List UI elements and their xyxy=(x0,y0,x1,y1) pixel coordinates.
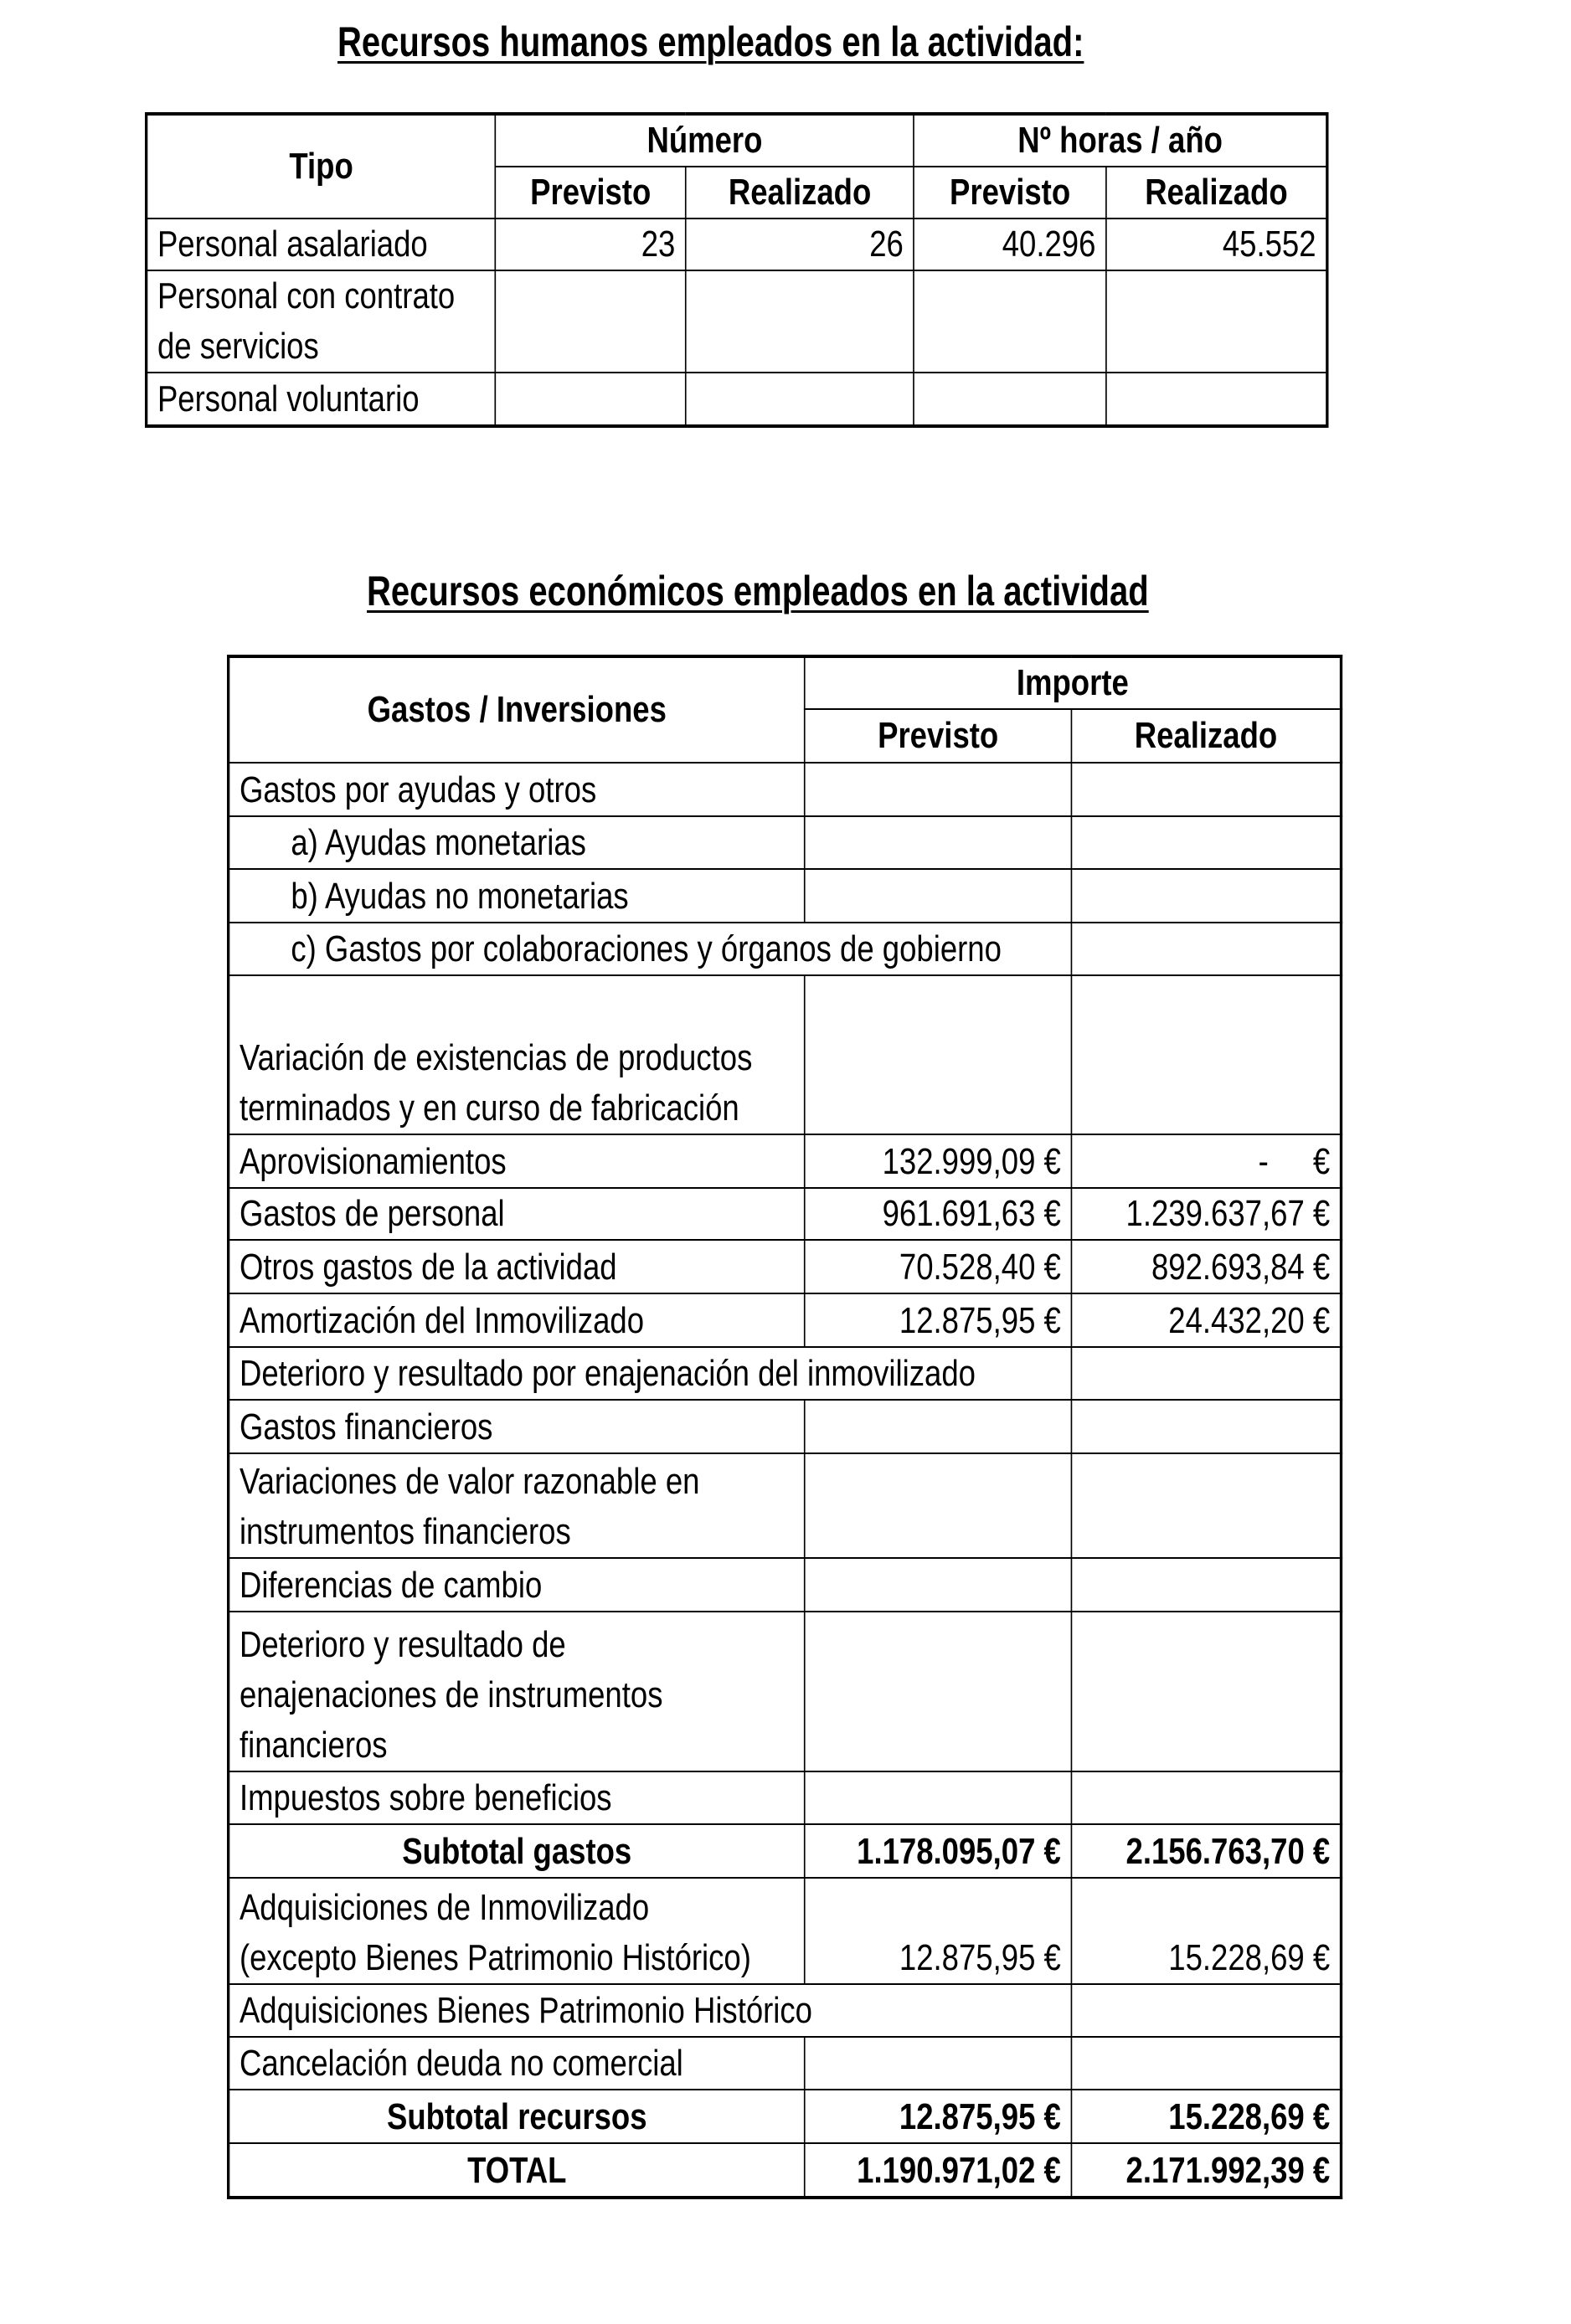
row-label xyxy=(229,869,805,923)
row-label-line: de servicios xyxy=(157,326,319,367)
row-label xyxy=(229,816,805,869)
table-row xyxy=(229,1347,1342,1400)
row-label xyxy=(229,1240,805,1293)
table-row xyxy=(147,270,1327,373)
currency-symbol: € xyxy=(1312,1141,1331,1182)
row-label-line: Personal con contrato xyxy=(157,275,456,316)
row-label xyxy=(147,270,496,373)
row-label-line: Deterioro y resultado de xyxy=(239,1624,566,1665)
row-label xyxy=(229,2037,805,2090)
row-label-line: Subtotal recursos xyxy=(387,2096,647,2137)
horas-realizado-cell: 45.552 xyxy=(1106,219,1327,270)
row-label xyxy=(229,1984,1072,2037)
previsto-cell: 1.190.971,02 € xyxy=(805,2143,1071,2198)
realizado-cell xyxy=(1071,1558,1341,1612)
row-label-line: instrumentos financieros xyxy=(239,1511,571,1552)
previsto-cell xyxy=(805,816,1071,869)
row-label xyxy=(229,923,1072,975)
row-label xyxy=(147,219,496,270)
row-label-line: Deterioro y resultado por enajenación del inmovilizado xyxy=(239,1353,976,1394)
realizado-cell xyxy=(1071,816,1341,869)
header-numero: Número xyxy=(496,114,914,167)
zero-amount xyxy=(1259,1137,1331,1187)
table-row xyxy=(147,373,1327,426)
row-label-line: Adquisiciones Bienes Patrimonio Histórico xyxy=(239,1990,813,2031)
row-label xyxy=(229,2143,805,2198)
table-row xyxy=(229,1293,1342,1347)
header-horas: Nº horas / año xyxy=(914,114,1327,167)
human-resources-table xyxy=(145,112,1328,428)
numero-realizado-cell xyxy=(686,373,914,426)
row-label xyxy=(229,763,805,816)
row-label-line: b) Ayudas no monetarias xyxy=(291,876,629,917)
previsto-cell: 70.528,40 € xyxy=(805,1240,1071,1293)
row-label xyxy=(229,1558,805,1612)
row-label xyxy=(229,1188,805,1240)
row-label xyxy=(229,1612,805,1771)
header-realizado: Realizado xyxy=(1071,709,1341,763)
numero-previsto-cell: 23 xyxy=(496,219,686,270)
previsto-cell: 12.875,95 € xyxy=(805,1293,1071,1347)
table-row xyxy=(147,219,1327,270)
previsto-cell xyxy=(805,2037,1071,2090)
row-label-line: Impuestos sobre beneficios xyxy=(239,1777,612,1818)
row-label xyxy=(229,1453,805,1558)
row-label-line: Personal voluntario xyxy=(157,378,420,419)
row-label-line: Gastos de personal xyxy=(239,1193,505,1234)
header-numero-previsto: Previsto xyxy=(496,167,686,219)
row-label-line: Aprovisionamientos xyxy=(239,1141,507,1182)
table-row xyxy=(229,975,1342,1134)
row-label xyxy=(229,2090,805,2143)
header-row-groups xyxy=(147,114,1327,167)
previsto-cell: 12.875,95 € xyxy=(805,1878,1071,1984)
horas-realizado-cell xyxy=(1106,373,1327,426)
table-row xyxy=(229,1771,1342,1824)
header-tipo: Tipo xyxy=(147,114,496,219)
horas-previsto-cell: 40.296 xyxy=(914,219,1106,270)
table-row xyxy=(229,1558,1342,1612)
header-importe: Importe xyxy=(805,656,1341,709)
realizado-cell xyxy=(1071,1771,1341,1824)
numero-previsto-cell xyxy=(496,270,686,373)
table-row xyxy=(229,1188,1342,1240)
header-row-groups xyxy=(229,656,1342,709)
numero-realizado-cell: 26 xyxy=(686,219,914,270)
realizado-cell: 15.228,69 € xyxy=(1071,2090,1341,2143)
human-resources-table-wrapper xyxy=(145,112,1328,428)
row-label-line: Adquisiciones de Inmovilizado xyxy=(239,1887,650,1928)
dash-symbol: - xyxy=(1258,1141,1269,1182)
row-label-line: Variación de existencias de productos xyxy=(239,1037,753,1078)
row-label-line: TOTAL xyxy=(467,2150,567,2191)
row-label-line: Gastos financieros xyxy=(239,1406,493,1447)
row-label-line: Diferencias de cambio xyxy=(239,1565,543,1606)
realizado-cell: 892.693,84 € xyxy=(1071,1240,1341,1293)
row-label xyxy=(229,1878,805,1984)
realizado-cell xyxy=(1071,763,1341,816)
total-row xyxy=(229,2143,1342,2198)
numero-realizado-cell xyxy=(686,270,914,373)
header-numero-realizado: Realizado xyxy=(686,167,914,219)
row-label-line: financieros xyxy=(239,1725,388,1766)
table-row xyxy=(229,1984,1342,2037)
realizado-cell: 2.171.992,39 € xyxy=(1071,2143,1341,2198)
table-row xyxy=(229,1240,1342,1293)
previsto-cell xyxy=(805,1771,1071,1824)
table-row xyxy=(229,1134,1342,1188)
realizado-cell xyxy=(1071,1134,1341,1188)
table-row xyxy=(229,1400,1342,1453)
realizado-cell: 2.156.763,70 € xyxy=(1071,1824,1341,1878)
realizado-cell: 24.432,20 € xyxy=(1071,1293,1341,1347)
row-label-line: Otros gastos de la actividad xyxy=(239,1247,617,1288)
previsto-cell xyxy=(805,1400,1071,1453)
header-horas-previsto: Previsto xyxy=(914,167,1106,219)
realizado-cell xyxy=(1071,975,1341,1134)
row-label xyxy=(229,1400,805,1453)
realizado-cell xyxy=(1071,1453,1341,1558)
row-label-line: a) Ayudas monetarias xyxy=(291,822,586,863)
realizado-cell xyxy=(1071,2037,1341,2090)
header-horas-realizado: Realizado xyxy=(1106,167,1327,219)
economic-resources-table xyxy=(227,655,1342,2199)
previsto-cell xyxy=(805,1453,1071,1558)
realizado-cell xyxy=(1071,869,1341,923)
row-label xyxy=(147,373,496,426)
table-row xyxy=(229,1878,1342,1984)
table-row xyxy=(229,869,1342,923)
row-label-line: Gastos por ayudas y otros xyxy=(239,769,597,810)
row-label-line: Amortización del Inmovilizado xyxy=(239,1300,645,1341)
horas-realizado-cell xyxy=(1106,270,1327,373)
table-row xyxy=(229,1453,1342,1558)
header-gastos-inversiones: Gastos / Inversiones xyxy=(229,656,805,763)
realizado-cell xyxy=(1071,1347,1341,1400)
numero-previsto-cell xyxy=(496,373,686,426)
realizado-cell xyxy=(1071,1400,1341,1453)
table-row xyxy=(229,2037,1342,2090)
realizado-cell xyxy=(1071,1612,1341,1771)
row-label xyxy=(229,975,805,1134)
economic-resources-table-wrapper xyxy=(227,655,1342,2199)
row-label-line: Personal asalariado xyxy=(157,224,428,265)
subtotal-row xyxy=(229,1824,1342,1878)
previsto-cell xyxy=(805,1558,1071,1612)
row-label-line: enajenaciones de instrumentos xyxy=(239,1674,663,1715)
row-label-line: Subtotal gastos xyxy=(402,1831,632,1872)
realizado-cell: 15.228,69 € xyxy=(1071,1878,1341,1984)
subtotal-row xyxy=(229,2090,1342,2143)
table-row xyxy=(229,763,1342,816)
previsto-cell: 961.691,63 € xyxy=(805,1188,1071,1240)
previsto-cell: 12.875,95 € xyxy=(805,2090,1071,2143)
realizado-cell xyxy=(1071,923,1341,975)
row-label-line: Cancelación deuda no comercial xyxy=(239,2043,683,2084)
row-label xyxy=(229,1134,805,1188)
row-label xyxy=(229,1347,1072,1400)
previsto-cell xyxy=(805,975,1071,1134)
row-label-line: (excepto Bienes Patrimonio Histórico) xyxy=(239,1937,751,1978)
row-label xyxy=(229,1771,805,1824)
economic-resources-title: Recursos económicos empleados en la actividad xyxy=(367,568,1149,614)
previsto-cell xyxy=(805,869,1071,923)
horas-previsto-cell xyxy=(914,373,1106,426)
table-row xyxy=(229,923,1342,975)
previsto-cell: 132.999,09 € xyxy=(805,1134,1071,1188)
table-row xyxy=(229,816,1342,869)
header-previsto: Previsto xyxy=(805,709,1071,763)
human-resources-title: Recursos humanos empleados en la actividad: xyxy=(337,18,1084,65)
previsto-cell: 1.178.095,07 € xyxy=(805,1824,1071,1878)
table-row xyxy=(229,1612,1342,1771)
row-label-line: c) Gastos por colaboraciones y órganos de gobierno xyxy=(291,928,1002,969)
previsto-cell xyxy=(805,763,1071,816)
realizado-cell xyxy=(1071,1984,1341,2037)
row-label xyxy=(229,1824,805,1878)
realizado-cell: 1.239.637,67 € xyxy=(1071,1188,1341,1240)
row-label-line: Variaciones de valor razonable en xyxy=(239,1461,700,1502)
row-label xyxy=(229,1293,805,1347)
previsto-cell xyxy=(805,1612,1071,1771)
row-label-line: terminados y en curso de fabricación xyxy=(239,1087,739,1129)
horas-previsto-cell xyxy=(914,270,1106,373)
